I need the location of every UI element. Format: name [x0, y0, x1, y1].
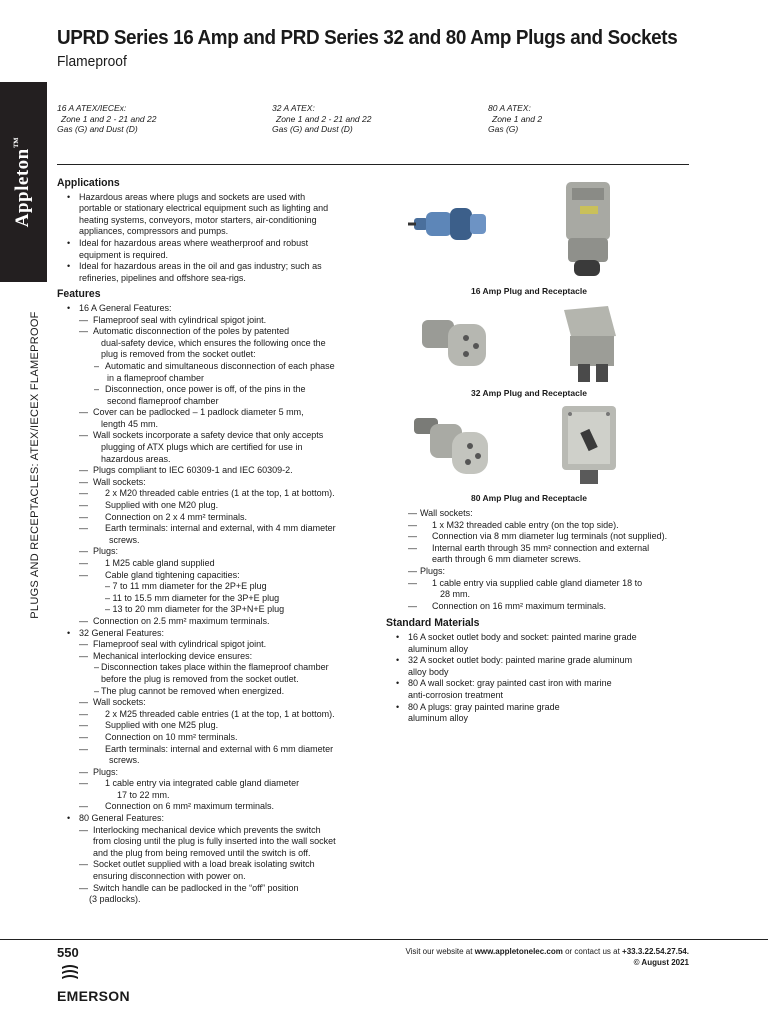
list-item: hazardous areas.	[101, 453, 171, 464]
list-item: — 1 M25 cable gland supplied	[57, 558, 367, 570]
header-divider	[57, 164, 689, 165]
list-item: alloy body	[408, 666, 449, 677]
list-item: screws.	[109, 755, 140, 766]
list-item: — Connection on 16 mm² maximum terminals.	[386, 601, 686, 613]
list-item: before the plug is removed from the socket outlet.	[101, 673, 299, 684]
emerson-wordmark: EMERSON	[57, 988, 130, 1004]
list-item: — 1 x M32 threaded cable entry (on the top side).	[386, 520, 686, 532]
brand-logo: Appleton™	[11, 136, 34, 228]
brand-tab	[0, 82, 47, 282]
list-item: – Automatic and simultaneous disconnection of each phase	[57, 361, 367, 373]
list-item: — Supplied with one M25 plug.	[57, 720, 367, 732]
list-item: — Switch handle can be padlocked in the “off” position	[57, 883, 367, 895]
list-item: — Wall sockets:	[57, 477, 367, 489]
list-item: from closing until the plug is fully inserted into the wall socket	[93, 836, 336, 847]
list-item: appliances, compressors and pumps.	[79, 226, 229, 237]
list-item: aluminum alloy	[408, 713, 469, 724]
list-item: length 45 mm.	[101, 418, 159, 429]
list-item: — Plugs:	[57, 546, 367, 558]
list-item: — Cover can be padlocked – 1 padlock diameter 5 mm,	[57, 407, 367, 419]
plug-16a-image	[408, 196, 492, 252]
caption-80a: 80 Amp Plug and Receptacle	[471, 493, 587, 503]
list-item: earth through 6 mm diameter screws.	[432, 554, 582, 565]
list-item: — Wall sockets:	[386, 508, 686, 520]
list-item: – 7 to 11 mm diameter for the 2P+E plug	[105, 581, 267, 592]
cert-32a: 32 A ATEX: Zone 1 and 2 - 21 and 22 Gas (G) and Dust (D)	[272, 103, 372, 134]
list-item: in a flameproof chamber	[107, 372, 205, 383]
receptacle-80a-image	[558, 404, 620, 488]
list-item: — Interlocking mechanical device which prevents the switch	[57, 825, 367, 837]
list-item: • 80 A plugs: gray painted marine grade	[386, 702, 686, 714]
list-item: ensuring disconnection with power on.	[93, 871, 246, 882]
list-item: — Earth terminals: internal and external with 6 mm diameter	[57, 744, 367, 756]
list-item: • Ideal for hazardous areas in the oil and gas industry; such as	[57, 261, 367, 273]
list-item: — Wall sockets incorporate a safety device that only accepts	[57, 430, 367, 442]
list-item: portable or stationary electrical equipment such as lighting and	[79, 203, 329, 214]
list-item: — 2 x M20 threaded cable entries (1 at the top, 1 at bottom).	[57, 488, 367, 500]
list-item: heating systems, conveyors, motor starters, air-conditioning	[79, 214, 317, 225]
list-item: – Disconnection, once power is off, of the pins in the	[57, 384, 367, 396]
list-item: anti-corrosion treatment	[408, 689, 504, 700]
list-item: • 16 A General Features:	[57, 303, 367, 315]
website-link[interactable]: www.appletonelec.com	[474, 947, 563, 956]
list-item: — Earth terminals: internal and external, with 4 mm diameter	[57, 523, 367, 535]
list-item: — Plugs:	[386, 566, 686, 578]
list-item: — Automatic disconnection of the poles by patented	[57, 326, 367, 338]
list-item: — Wall sockets:	[57, 697, 367, 709]
list-item: — Socket outlet supplied with a load break isolating switch	[57, 859, 367, 871]
list-item: • 32 A socket outlet body: painted marine grade aluminum	[386, 655, 686, 667]
features-heading: Features	[57, 288, 101, 301]
list-item: — 2 x M25 threaded cable entries (1 at the top, 1 at bottom).	[57, 709, 367, 721]
list-item: aluminum alloy	[408, 643, 469, 654]
list-item: — Internal earth through 35 mm² connection and external	[386, 543, 686, 555]
list-item: • 80 A wall socket: gray painted cast iron with marine	[386, 678, 686, 690]
section-label: PLUGS AND RECEPTACLES: ATEX/IECEX FLAMEPROOF	[29, 311, 41, 619]
list-item: — Plugs compliant to IEC 60309-1 and IEC 60309-2.	[57, 465, 367, 477]
list-item: — Flameproof seal with cylindrical spigot joint.	[57, 639, 367, 651]
materials-heading: Standard Materials	[386, 617, 480, 630]
cert-80a: 80 A ATEX: Zone 1 and 2 Gas (G)	[488, 103, 543, 134]
list-item: – 11 to 15.5 mm diameter for the 3P+E plug	[105, 592, 280, 603]
list-item: 17 to 22 mm.	[117, 789, 170, 800]
copyright-date: © August 2021	[633, 958, 689, 967]
list-item: – Disconnection takes place within the flameproof chamber	[57, 662, 367, 674]
list-item: • 80 General Features:	[57, 813, 367, 825]
page-title: UPRD Series 16 Amp and PRD Series 32 and 80 Amp Plugs and Sockets	[57, 26, 678, 49]
plug-32a-image	[420, 314, 492, 378]
list-item: 28 mm.	[440, 589, 471, 600]
caption-16a: 16 Amp Plug and Receptacle	[471, 286, 587, 296]
list-item: — 1 cable entry via integrated cable gland diameter	[57, 778, 367, 790]
list-item: • 16 A socket outlet body and socket: painted marine grade	[386, 632, 686, 644]
list-item: equipment is required.	[79, 249, 169, 260]
list-item: — Flameproof seal with cylindrical spigot joint.	[57, 315, 367, 327]
list-item: dual-safety device, which ensures the following once the	[101, 337, 326, 348]
caption-32a: 32 Amp Plug and Receptacle	[471, 388, 587, 398]
list-item: — Cable gland tightening capacities:	[57, 570, 367, 582]
list-item: — Mechanical interlocking device ensures:	[57, 651, 367, 663]
right-column	[386, 508, 686, 725]
list-item: • 32 General Features:	[57, 628, 367, 640]
list-item: plug is removed from the socket outlet:	[101, 349, 256, 360]
receptacle-32a-image	[560, 306, 622, 386]
list-item: and the plug from being removed until the switch is off.	[93, 847, 311, 858]
list-item: — Connection on 2.5 mm² maximum terminals.	[57, 616, 367, 628]
list-item: — Plugs:	[57, 767, 367, 779]
plug-80a-image	[412, 414, 496, 484]
list-item: — Connection on 10 mm² terminals.	[57, 732, 367, 744]
list-item: refineries, pipelines and offshore sea-rigs.	[79, 272, 246, 283]
list-item: — 1 cable entry via supplied cable gland diameter 18 to	[386, 578, 686, 590]
list-item: — Connection via 8 mm diameter lug terminals (not supplied).	[386, 531, 686, 543]
list-item: — Connection on 2 x 4 mm² terminals.	[57, 512, 367, 524]
list-item: — Supplied with one M20 plug.	[57, 500, 367, 512]
list-item: screws.	[109, 534, 140, 545]
footer-contact: Visit our website at www.appletonelec.com or contact us at +33.3.22.54.27.54. © August 2021	[405, 947, 689, 967]
page-number: 550	[57, 945, 79, 960]
list-item: second flameproof chamber	[107, 395, 219, 406]
list-item: • Hazardous areas where plugs and sockets are used with	[57, 192, 367, 204]
applications-heading: Applications	[57, 177, 120, 189]
list-item: plugging of ATX plugs which are certified for use in	[101, 442, 303, 453]
cert-16a: 16 A ATEX/IECEx: Zone 1 and 2 - 21 and 22 Gas (G) and Dust (D)	[57, 103, 157, 134]
phone-number: +33.3.22.54.27.54	[622, 947, 687, 956]
left-column	[57, 178, 367, 906]
list-item: (3 padlocks).	[89, 894, 141, 905]
list-item: • Ideal for hazardous areas where weatherproof and robust	[57, 238, 367, 250]
list-item: – The plug cannot be removed when energized.	[57, 686, 367, 698]
page-subtitle: Flameproof	[57, 53, 127, 70]
emerson-logo-icon	[60, 963, 80, 985]
footer-divider	[0, 939, 768, 940]
list-item: — Connection on 6 mm² maximum terminals.	[57, 801, 367, 813]
receptacle-16a-image	[556, 180, 618, 280]
list-item: – 13 to 20 mm diameter for the 3P+N+E plug	[105, 604, 285, 615]
